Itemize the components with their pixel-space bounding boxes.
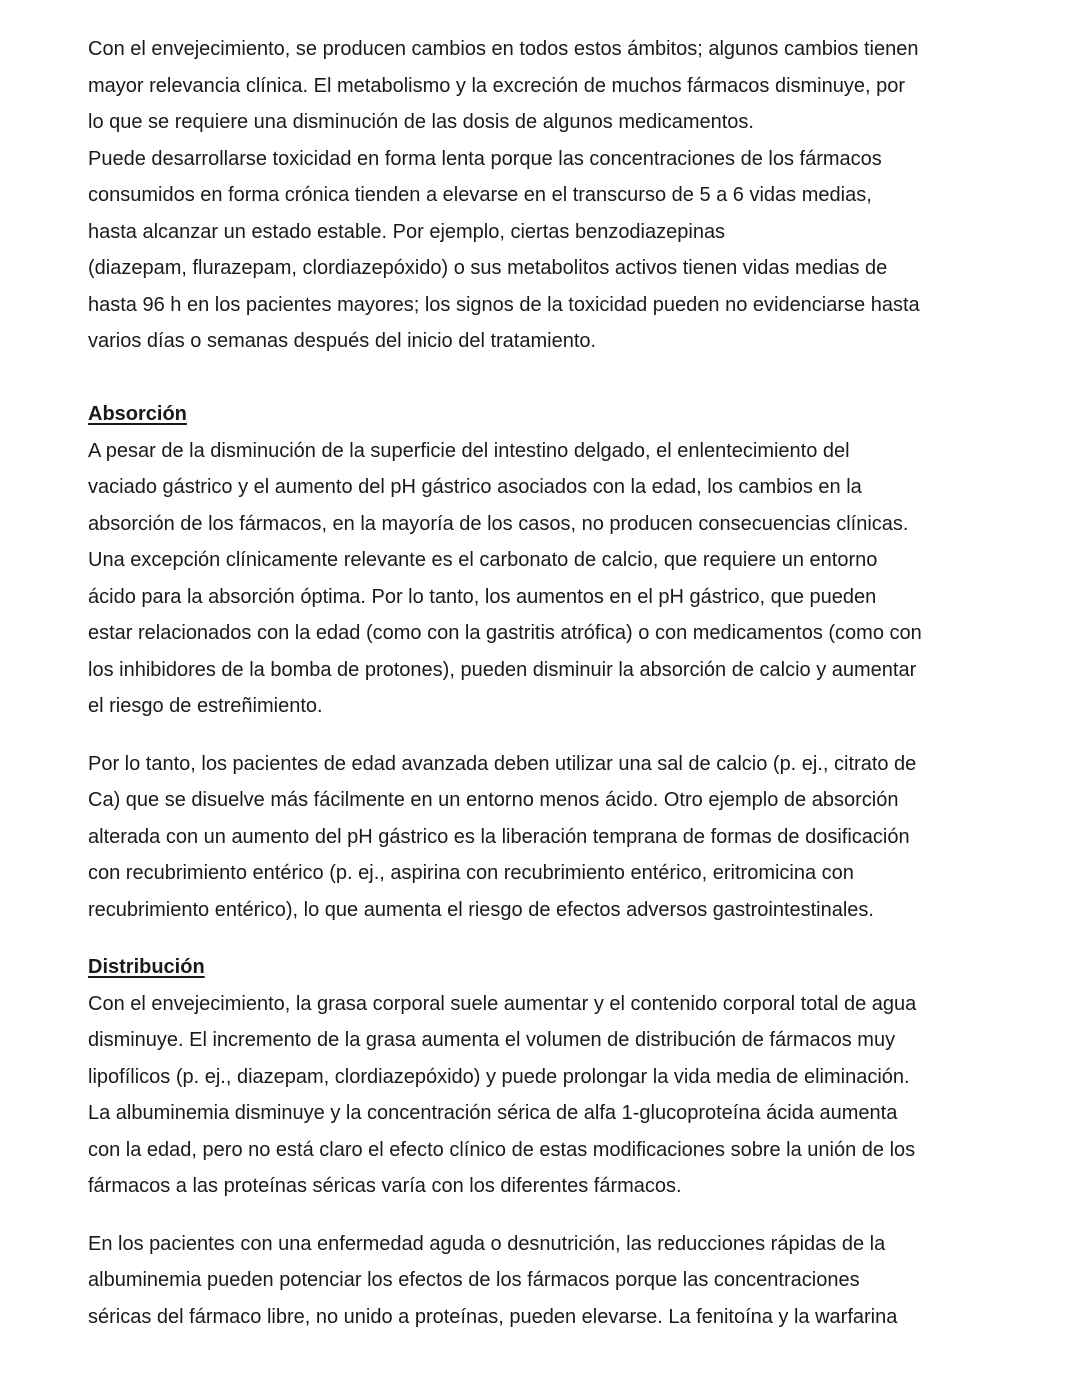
text-line: hasta 96 h en los pacientes mayores; los signos de la toxicidad pueden no evidenciarse hasta — [88, 293, 920, 316]
text-line: disminuye. El incremento de la grasa aumenta el volumen de distribución de fármacos muy — [88, 1029, 896, 1051]
text-line: A pesar de la disminución de la superficie del intestino delgado, el enlentecimiento del — [88, 439, 850, 462]
text-line: alterada con un aumento del pH gástrico es la liberación temprana de formas de dosificación — [88, 825, 910, 848]
text-line: (diazepam, flurazepam, clordiazepóxido) o sus metabolitos activos tienen vidas medias de — [88, 257, 888, 279]
document-page — [88, 31, 998, 1335]
text-line: Puede desarrollarse toxicidad en forma lenta porque las concentraciones de los fármacos — [88, 147, 882, 170]
text-line: el riesgo de estreñimiento. — [88, 695, 323, 717]
absorcion-paragraph-2 — [88, 746, 998, 929]
section-absorcion — [88, 396, 998, 928]
text-line: séricas del fármaco libre, no unido a proteínas, pueden elevarse. La fenitoína y la warfarina — [88, 1305, 898, 1328]
text-line: hasta alcanzar un estado estable. Por ejemplo, ciertas benzodiazepinas — [88, 220, 726, 243]
text-line: recubrimiento entérico), lo que aumenta el riesgo de efectos adversos gastrointestinales. — [88, 898, 874, 921]
intro-paragraph — [88, 31, 998, 360]
absorcion-paragraph-1 — [88, 433, 998, 725]
section-heading-distribucion: Distribución — [88, 956, 205, 978]
distribucion-paragraph-1 — [88, 986, 998, 1205]
text-line: consumidos en forma crónica tienden a elevarse en el transcurso de 5 a 6 vidas medias, — [88, 184, 872, 206]
text-line: Por lo tanto, los pacientes de edad avanzada deben utilizar una sal de calcio (p. ej., citrato de — [88, 752, 917, 775]
text-line: En los pacientes con una enfermedad aguda o desnutrición, las reducciones rápidas de la — [88, 1232, 886, 1255]
text-line: mayor relevancia clínica. El metabolismo y la excreción de muchos fármacos disminuye, por — [88, 74, 906, 97]
paragraph-spacer — [88, 1205, 998, 1226]
text-line: albuminemia pueden potenciar los efectos de los fármacos porque las concentraciones — [88, 1269, 860, 1291]
text-line: ácido para la absorción óptima. Por lo tanto, los aumentos en el pH gástrico, que pueden — [88, 585, 877, 608]
text-line: vaciado gástrico y el aumento del pH gástrico asociados con la edad, los cambios en la — [88, 476, 862, 498]
text-line: Ca) que se disuelve más fácilmente en un entorno menos ácido. Otro ejemplo de absorción — [88, 789, 899, 811]
text-line: absorción de los fármacos, en la mayoría de los casos, no producen consecuencias clínicas. — [88, 512, 909, 535]
text-line: Con el envejecimiento, se producen cambios en todos estos ámbitos; algunos cambios tienen — [88, 38, 919, 60]
section-heading-absorcion: Absorción — [88, 403, 187, 425]
section-spacer — [88, 928, 998, 949]
text-line: con recubrimiento entérico (p. ej., aspirina con recubrimiento entérico, eritromicina con — [88, 862, 854, 884]
text-line: lo que se requiere una disminución de las dosis de algunos medicamentos. — [88, 111, 754, 133]
section-spacer — [88, 360, 998, 397]
text-line: fármacos a las proteínas séricas varía con los diferentes fármacos. — [88, 1175, 682, 1197]
text-line: lipofílicos (p. ej., diazepam, clordiazepóxido) y puede prolongar la vida media de eliminación. — [88, 1065, 910, 1088]
paragraph-spacer — [88, 725, 998, 746]
text-line: con la edad, pero no está claro el efecto clínico de estas modificaciones sobre la unión de los — [88, 1138, 916, 1161]
text-line: Una excepción clínicamente relevante es el carbonato de calcio, que requiere un entorno — [88, 549, 878, 571]
distribucion-paragraph-2 — [88, 1226, 998, 1336]
text-line: estar relacionados con la edad (como con la gastritis atrófica) o con medicamentos (como con — [88, 622, 922, 644]
text-line: Con el envejecimiento, la grasa corporal suele aumentar y el contenido corporal total de agua — [88, 992, 917, 1015]
text-line: los inhibidores de la bomba de protones), pueden disminuir la absorción de calcio y aumentar — [88, 658, 917, 681]
text-line: varios días o semanas después del inicio del tratamiento. — [88, 330, 597, 352]
text-line: La albuminemia disminuye y la concentración sérica de alfa 1-glucoproteína ácida aumenta — [88, 1102, 898, 1124]
section-distribucion — [88, 949, 998, 1335]
